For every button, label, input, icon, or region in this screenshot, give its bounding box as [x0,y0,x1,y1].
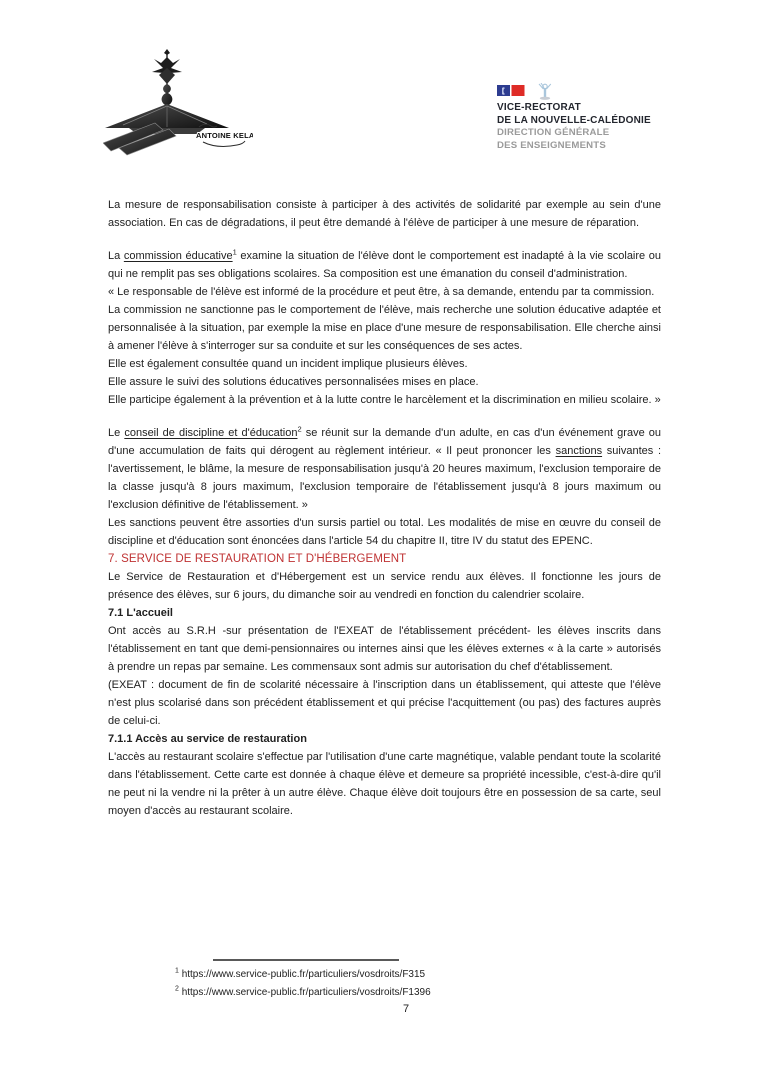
footnote-1 [175,966,431,984]
paragraph-commission-4: Elle assure le suivi des solutions éducatives personnalisées mises en place. [108,376,479,388]
paragraph-quote-responsable: « Le responsable de l'élève est informé de la procédure et peut être, à sa demande, entendu par ta commission. [108,286,655,298]
text-run: suivantes : l'avertissement, le blâme, la mesure de responsabilisation jusqu'à 20 heures maximum, l'exclusion temporaire de la classe jusqu'à 8 jours maximum, l'exclusion temporaire de l'établissement jusqu'à 8 jours maximum ou l'exclusion définitive de l'établissement. » [108,445,661,511]
kanak-roof-spire-icon [103,48,253,160]
page-number: 7 [402,1003,410,1015]
text-run-underlined: sanctions [555,445,603,457]
footnote-url-1: https://www.service-public.fr/particuliers/vosdroits/F315 [181,969,426,980]
school-name-label: ANTOINE KELA [196,131,253,140]
text-run-underlined: commission éducative [123,250,233,262]
paragraph-acces-restauration: L'accès au restaurant scolaire s'effectue par l'utilisation d'une carte magnétique, valable pendant toute la scolarité dans l'établissement. Cette carte est donnée à chaque élève et demeure sa propriété incessible, c'est-à-dire qu'il ne peut ni la vendre ni la prêter à un autre élève. Chaque élève doit toujours être en possession de sa carte, seul moyen d'accès au restaurant scolaire. [108,751,661,817]
paragraph-responsabilisation: La mesure de responsabilisation consiste à participer à des activités de solidarité par exemple au sein d'une association. En cas de dégradations, il peut être demandé à l'élève de participer à une mesure de réparation. [108,199,661,229]
footnote-2 [175,984,431,1002]
paragraph-commission-educative [108,247,661,283]
text-run: se réunit sur la demande d'un adulte, en cas d'un événement grave ou d'une accumulation de faits qui dérogent au règlement intérieur. « Il peut prononcer les [108,427,662,457]
footnote-separator [213,959,399,961]
org-name-line-2: DE LA NOUVELLE-CALÉDONIE [497,114,651,126]
french-flag-icon [497,83,557,101]
section-7-1-heading: 7.1 L'accueil [108,607,173,619]
footnote-url-2: https://www.service-public.fr/particuliers/vosdroits/F1396 [181,987,431,998]
paragraph-commission-3: Elle est également consultée quand un incident implique plusieurs élèves. [108,358,468,370]
document-body [108,196,661,820]
text-run-underlined: conseil de discipline et d'éducation [124,427,298,439]
footnotes [175,966,431,1002]
org-dept-line-2: DES ENSEIGNEMENTS [497,139,606,151]
org-dept-line-1: DIRECTION GÉNÉRALE [497,127,610,138]
text-run: La [108,250,124,262]
footnote-marker-1: 1 [175,967,179,975]
school-logo [103,48,253,160]
paragraph-commission-2: La commission ne sanctionne pas le comportement de l'élève, mais recherche une solution éducative adaptée et personnalisée à la situation, par exemple la mise en place d'une mesure de responsabilisation. Elle cherche ainsi à amener l'élève à s'interroger sur sa conduite et sur les conséquences de ses actes. [108,304,661,352]
paragraph-commission-5: Elle participe également à la prévention et à la lutte contre le harcèlement et la discrimination en milieu scolaire. » [108,394,661,406]
section-7-1-1-heading: 7.1.1 Accès au service de restauration [108,733,307,745]
flag-row [497,83,697,100]
footnote-marker-2: 2 [175,985,179,993]
text-run: Le [108,427,125,439]
org-name-line-1: VICE-RECTORAT [497,102,581,113]
paragraph-accueil-exeat: (EXEAT : document de fin de scolarité nécessaire à l'inscription dans un établissement, qui atteste que l'élève n'est plus scolarisé dans son précédent établissement et qui précise l'acquittement (ou pas) des factures auprès de celui-ci. [108,679,661,727]
text-run: examine la situation de l'élève dont le comportement est inadapté à la vie scolaire ou qui ne remplit pas ses obligations scolaires. Sa composition est une émanation du conseil d'administration. [108,250,661,280]
paragraph-srh-intro: Le Service de Restauration et d'Hébergement est un service rendu aux élèves. Il fonctionne les jours de présence des élèves, sur 6 jours, du dimanche soir au vendredi en fonction du calendrier scolaire. [108,571,661,601]
institution-logo [497,83,697,152]
footnote-ref-1: 1 [232,247,237,257]
paragraph-conseil-discipline [108,424,661,514]
paragraph-sanctions: Les sanctions peuvent être assorties d'un sursis partiel ou total. Les modalités de mise en œuvre du conseil de discipline et d'éducation sont énoncées dans l'article 54 du chapitre II, titre IV du statut des EPENC. [108,517,661,547]
totem-emblem-icon [539,83,551,100]
section-7-heading: 7. SERVICE DE RESTAURATION ET D'HÉBERGEMENT [108,553,407,565]
footnote-ref-2: 2 [297,424,302,434]
paragraph-accueil-1: Ont accès au S.R.H -sur présentation de l'EXEAT de l'établissement précédent- les élèves inscrits dans l'établissement en tant que demi-pensionnaires ou internes ainsi que les élèves externes « à la carte » autorisés à prendre un repas par semaine. Les commensaux sont admis sur autorisation du chef d'établissement. [108,625,661,673]
